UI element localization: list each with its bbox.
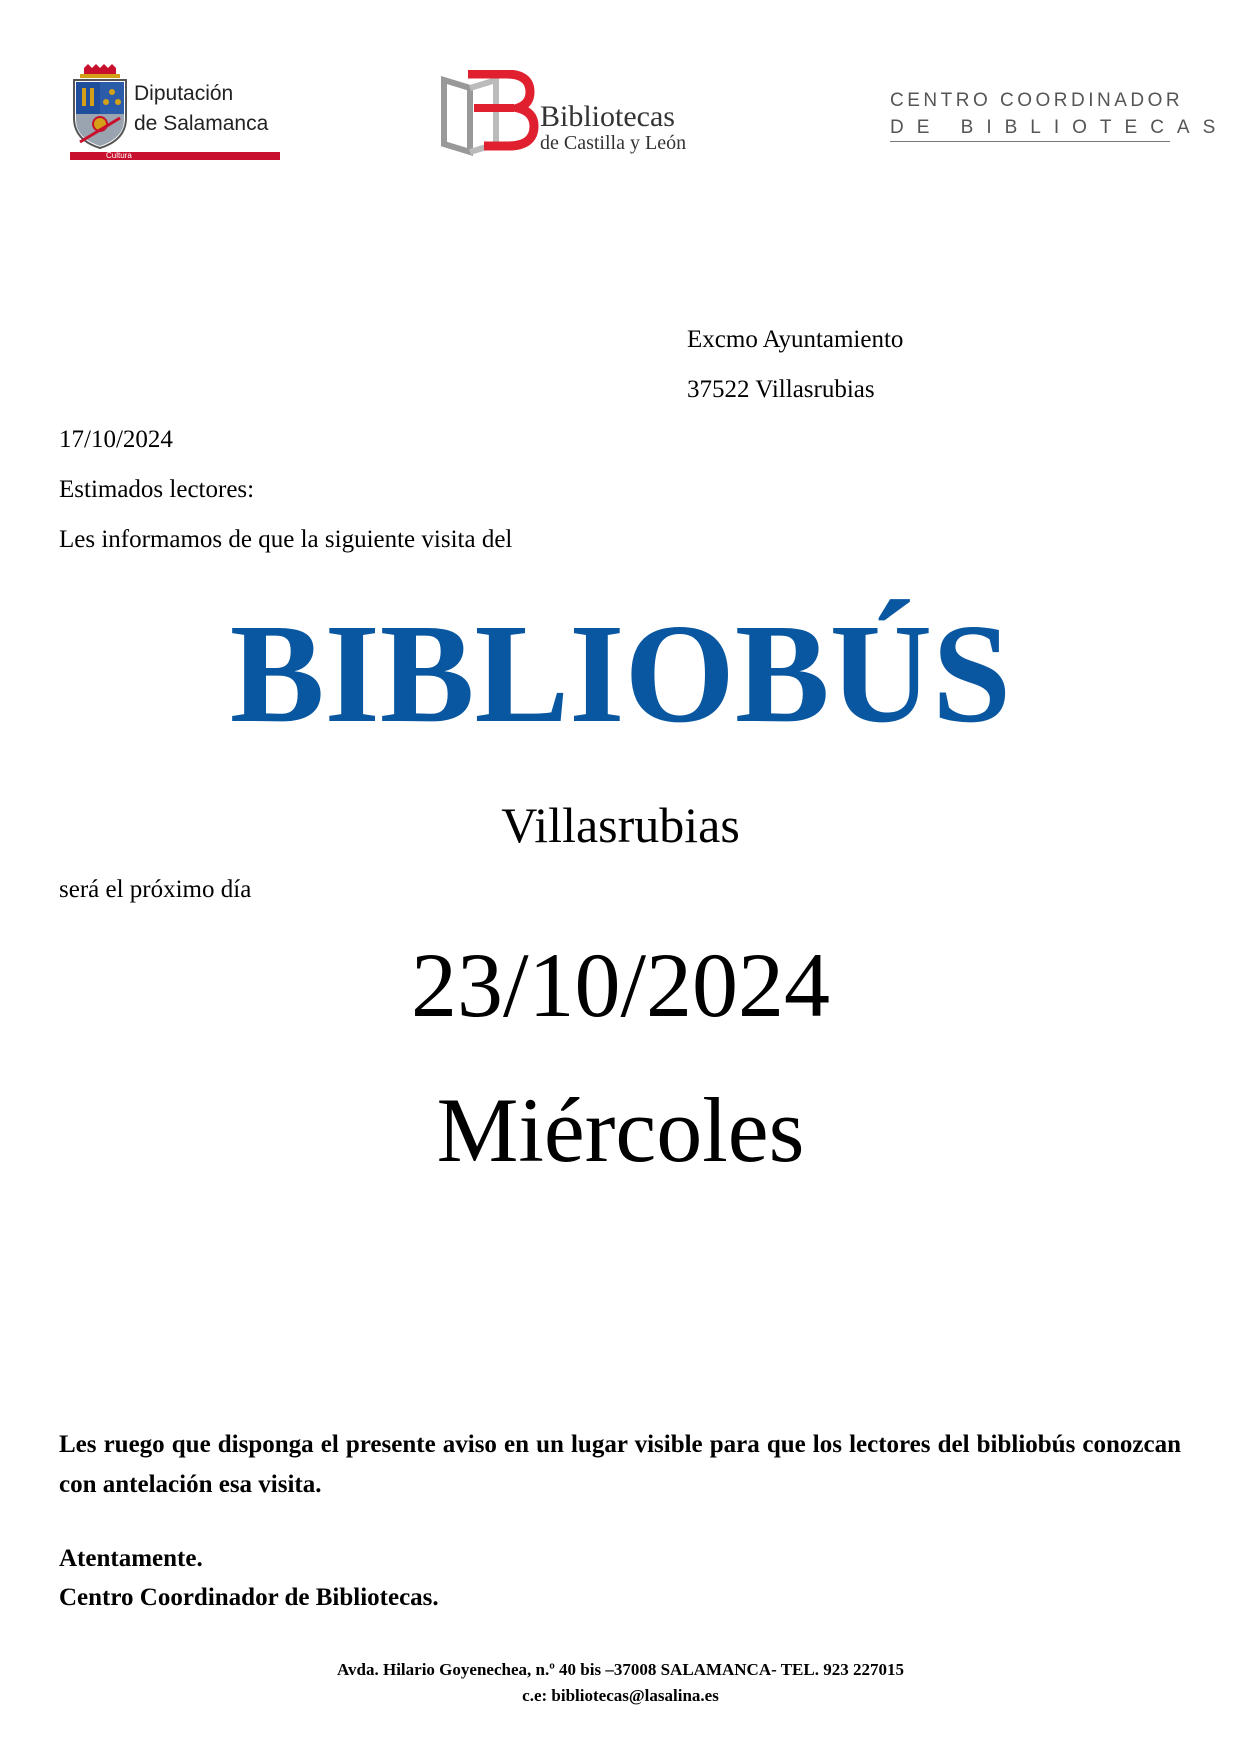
letter-date: 17/10/2024 <box>59 426 173 453</box>
visit-date: 23/10/2024 <box>410 934 831 1036</box>
castilla-leon-label: de Castilla y León <box>540 132 687 154</box>
bibliotecas-label: Bibliotecas <box>540 100 675 133</box>
coat-of-arms-icon <box>70 62 130 150</box>
intro-text: Les informamos de que la siguiente visita del <box>59 526 513 553</box>
footer-email: c.e: bibliotecas@lasalina.es <box>522 1686 719 1705</box>
visit-weekday: Miércoles <box>436 1079 805 1181</box>
greeting: Estimados lectores: <box>59 476 255 503</box>
diputacion-salamanca-logo <box>70 62 280 162</box>
book-b-icon <box>440 70 540 160</box>
logo-underline <box>890 141 1170 142</box>
diputacion-label: Diputación <box>134 82 234 105</box>
footer-address: Avda. Hilario Goyenechea, n.º 40 bis –37008 SALAMANCA- TEL. 923 227015 <box>337 1660 904 1679</box>
closing: Atentamente. <box>59 1545 203 1572</box>
bibliobus-title: BIBLIOBÚS <box>229 594 1012 752</box>
signature: Centro Coordinador de Bibliotecas. <box>59 1584 439 1611</box>
recipient-name: Excmo Ayuntamiento <box>687 326 904 353</box>
next-day-label: será el próximo día <box>59 876 252 903</box>
bibliotecas-castilla-leon-logo <box>440 70 740 160</box>
salamanca-label: de Salamanca <box>134 112 269 135</box>
de-bibliotecas-label: DE BIBLIOTECAS <box>890 117 1229 138</box>
town-name: Villasrubias <box>501 797 740 853</box>
recipient-address: 37522 Villasrubias <box>687 376 875 403</box>
centro-coordinador-label: CENTRO COORDINADOR <box>890 90 1184 111</box>
notice-paragraph: Les ruego que disponga el presente aviso en un lugar visible para que los lectores del bibliobús conozcan con antelación esa visita. <box>59 1431 1181 1498</box>
brand-bar <box>70 152 280 160</box>
cultura-label: Cultura <box>106 151 132 160</box>
centro-coordinador-logo <box>890 90 1229 150</box>
